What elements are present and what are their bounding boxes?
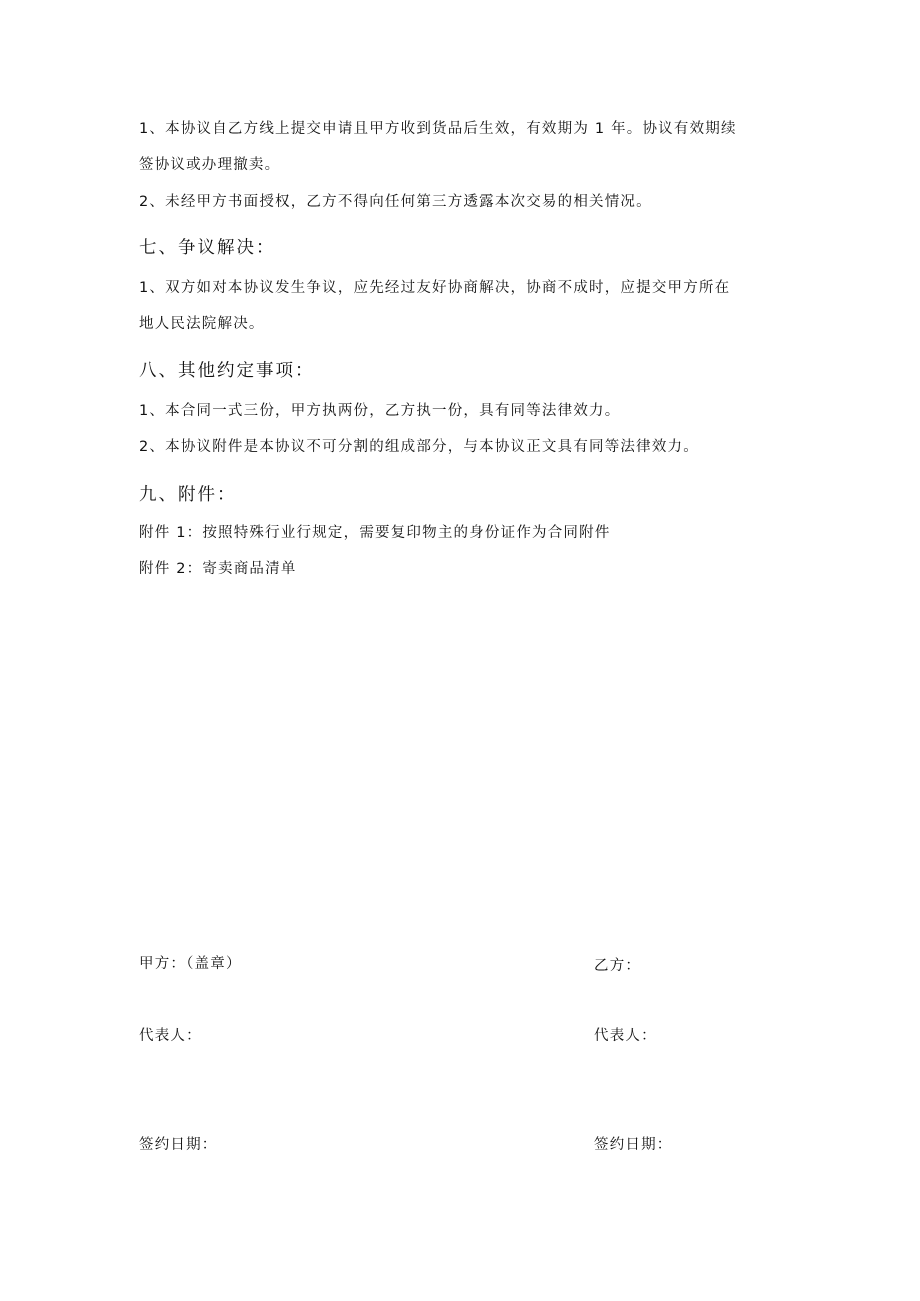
party-a-sign-date: 签约日期：: [139, 1137, 218, 1153]
other-heading: 八、其他约定事项：: [139, 361, 315, 381]
validity-item-1-line-1: 1、本协议自乙方线上提交申请且甲方收到货品后生效，有效期为 1 年。协议有效期续: [139, 121, 737, 137]
dispute-item-1-line-2: 地人民法院解决。: [139, 316, 265, 332]
other-item-2: 2、本协议附件是本协议不可分割的组成部分，与本协议正文具有同等法律效力。: [139, 439, 699, 455]
dispute-heading: 七、争议解决：: [139, 238, 276, 258]
party-b-sign-date: 签约日期：: [594, 1137, 673, 1153]
party-b-label: 乙方：: [594, 958, 642, 974]
validity-item-1-line-2: 签协议或办理撤卖。: [139, 157, 281, 173]
party-a-representative: 代表人：: [139, 1028, 202, 1044]
party-a-label: 甲方：（盖章）: [139, 956, 242, 972]
attachments-heading: 九、附件：: [139, 485, 237, 505]
validity-item-2: 2、未经甲方书面授权，乙方不得向任何第三方透露本次交易的相关情况。: [139, 194, 652, 210]
attachment-item-1: 附件 1：按照特殊行业行规定，需要复印物主的身份证作为合同附件: [139, 525, 611, 541]
party-b-representative: 代表人：: [594, 1028, 657, 1044]
dispute-item-1-line-1: 1、双方如对本协议发生争议，应先经过友好协商解决，协商不成时，应提交甲方所在: [139, 280, 731, 296]
other-item-1: 1、本合同一式三份，甲方执两份，乙方执一份，具有同等法律效力。: [139, 403, 621, 419]
attachment-item-2: 附件 2：寄卖商品清单: [139, 561, 297, 577]
